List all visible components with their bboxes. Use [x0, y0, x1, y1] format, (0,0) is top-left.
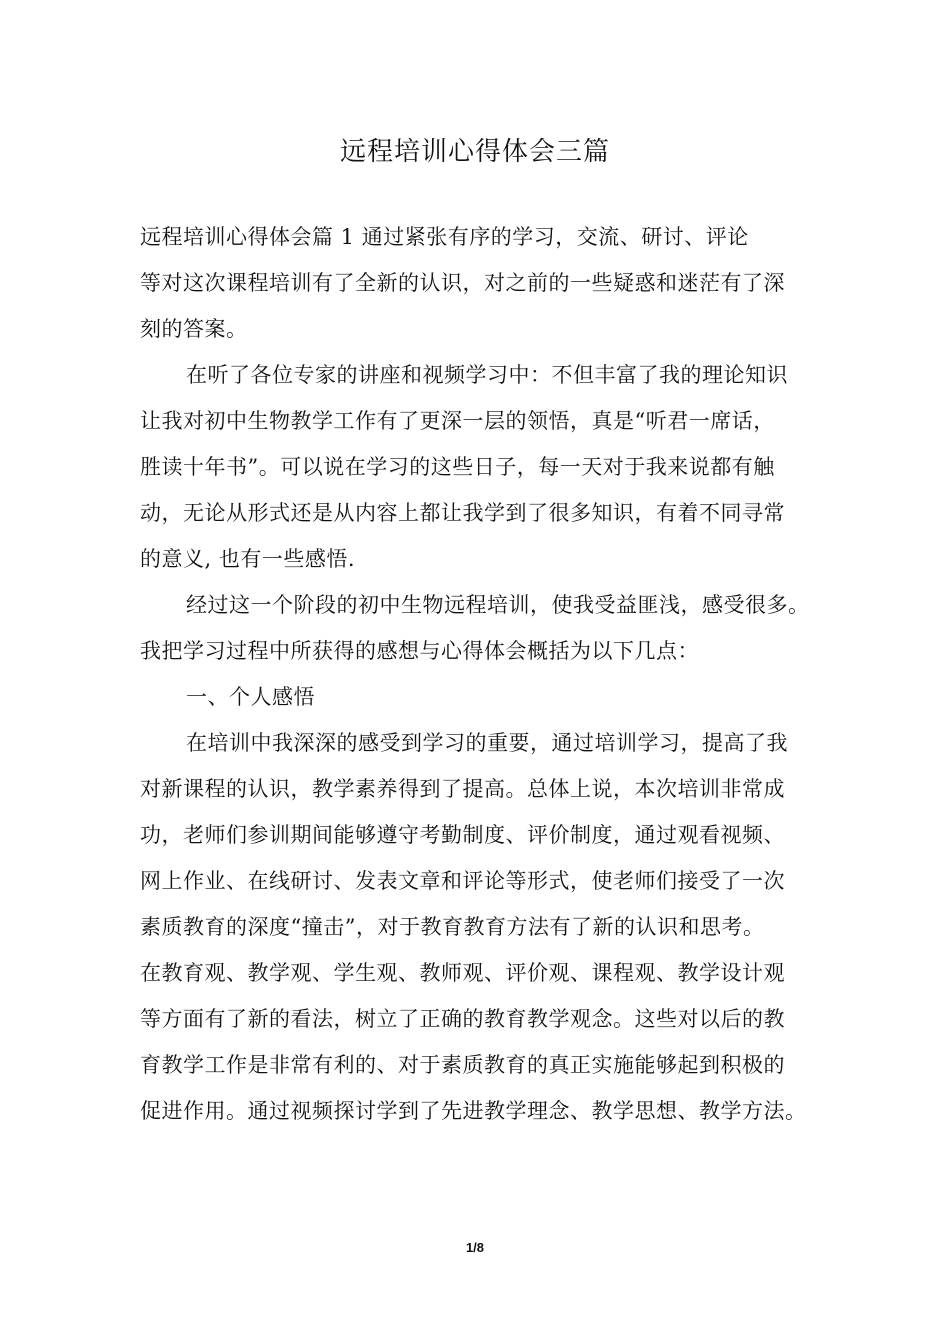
text-line: 远程培训心得体会篇 1 通过紧张有序的学习，交流、研讨、评论 [140, 225, 749, 249]
text-line: 育教学工作是非常有利的、对于素质教育的真正实施能够起到积极的 [140, 1053, 785, 1077]
text-line: 一、个人感悟 [186, 685, 315, 709]
text-line: 我把学习过程中所获得的感想与心得体会概括为以下几点： [140, 639, 699, 663]
text-line: 动，无论从形式还是从内容上都让我学到了很多知识，有着不同寻常 [140, 501, 785, 525]
text-line: 的意义, 也有一些感悟. [140, 547, 356, 571]
text-line: 在培训中我深深的感受到学习的重要，通过培训学习，提高了我 [186, 731, 788, 755]
text-line: 在听了各位专家的讲座和视频学习中：不但丰富了我的理论知识 [186, 363, 788, 387]
document-body [140, 214, 830, 1134]
text-line: 刻的答案。 [140, 317, 248, 341]
page-number: 1/8 [465, 1240, 485, 1255]
text-line: 促进作用。通过视频探讨学到了先进教学理念、教学思想、教学方法。 [140, 1099, 807, 1123]
document-title: 远程培训心得体会三篇 [339, 137, 610, 167]
text-line: 在教育观、教学观、学生观、教师观、评价观、课程观、教学设计观 [140, 961, 785, 985]
text-line: 等方面有了新的看法，树立了正确的教育教学观念。这些对以后的教 [140, 1007, 785, 1031]
text-line: 胜读十年书”。可以说在学习的这些日子，每一天对于我来说都有触 [140, 455, 775, 479]
text-line: 对新课程的认识，教学素养得到了提高。总体上说，本次培训非常成 [140, 777, 785, 801]
text-line: 等对这次课程培训有了全新的认识，对之前的一些疑惑和迷茫有了深 [140, 271, 785, 295]
text-line: 网上作业、在线研讨、发表文章和评论等形式，使老师们接受了一次 [140, 869, 785, 893]
text-line: 经过这一个阶段的初中生物远程培训，使我受益匪浅，感受很多。 [186, 593, 810, 617]
text-line: 素质教育的深度“撞击”，对于教育教育方法有了新的认识和思考。 [140, 915, 765, 939]
text-line: 功，老师们参训期间能够遵守考勤制度、评价制度，通过观看视频、 [140, 823, 785, 847]
text-line: 让我对初中生物教学工作有了更深一层的领悟，真是“听君一席话， [140, 409, 775, 433]
